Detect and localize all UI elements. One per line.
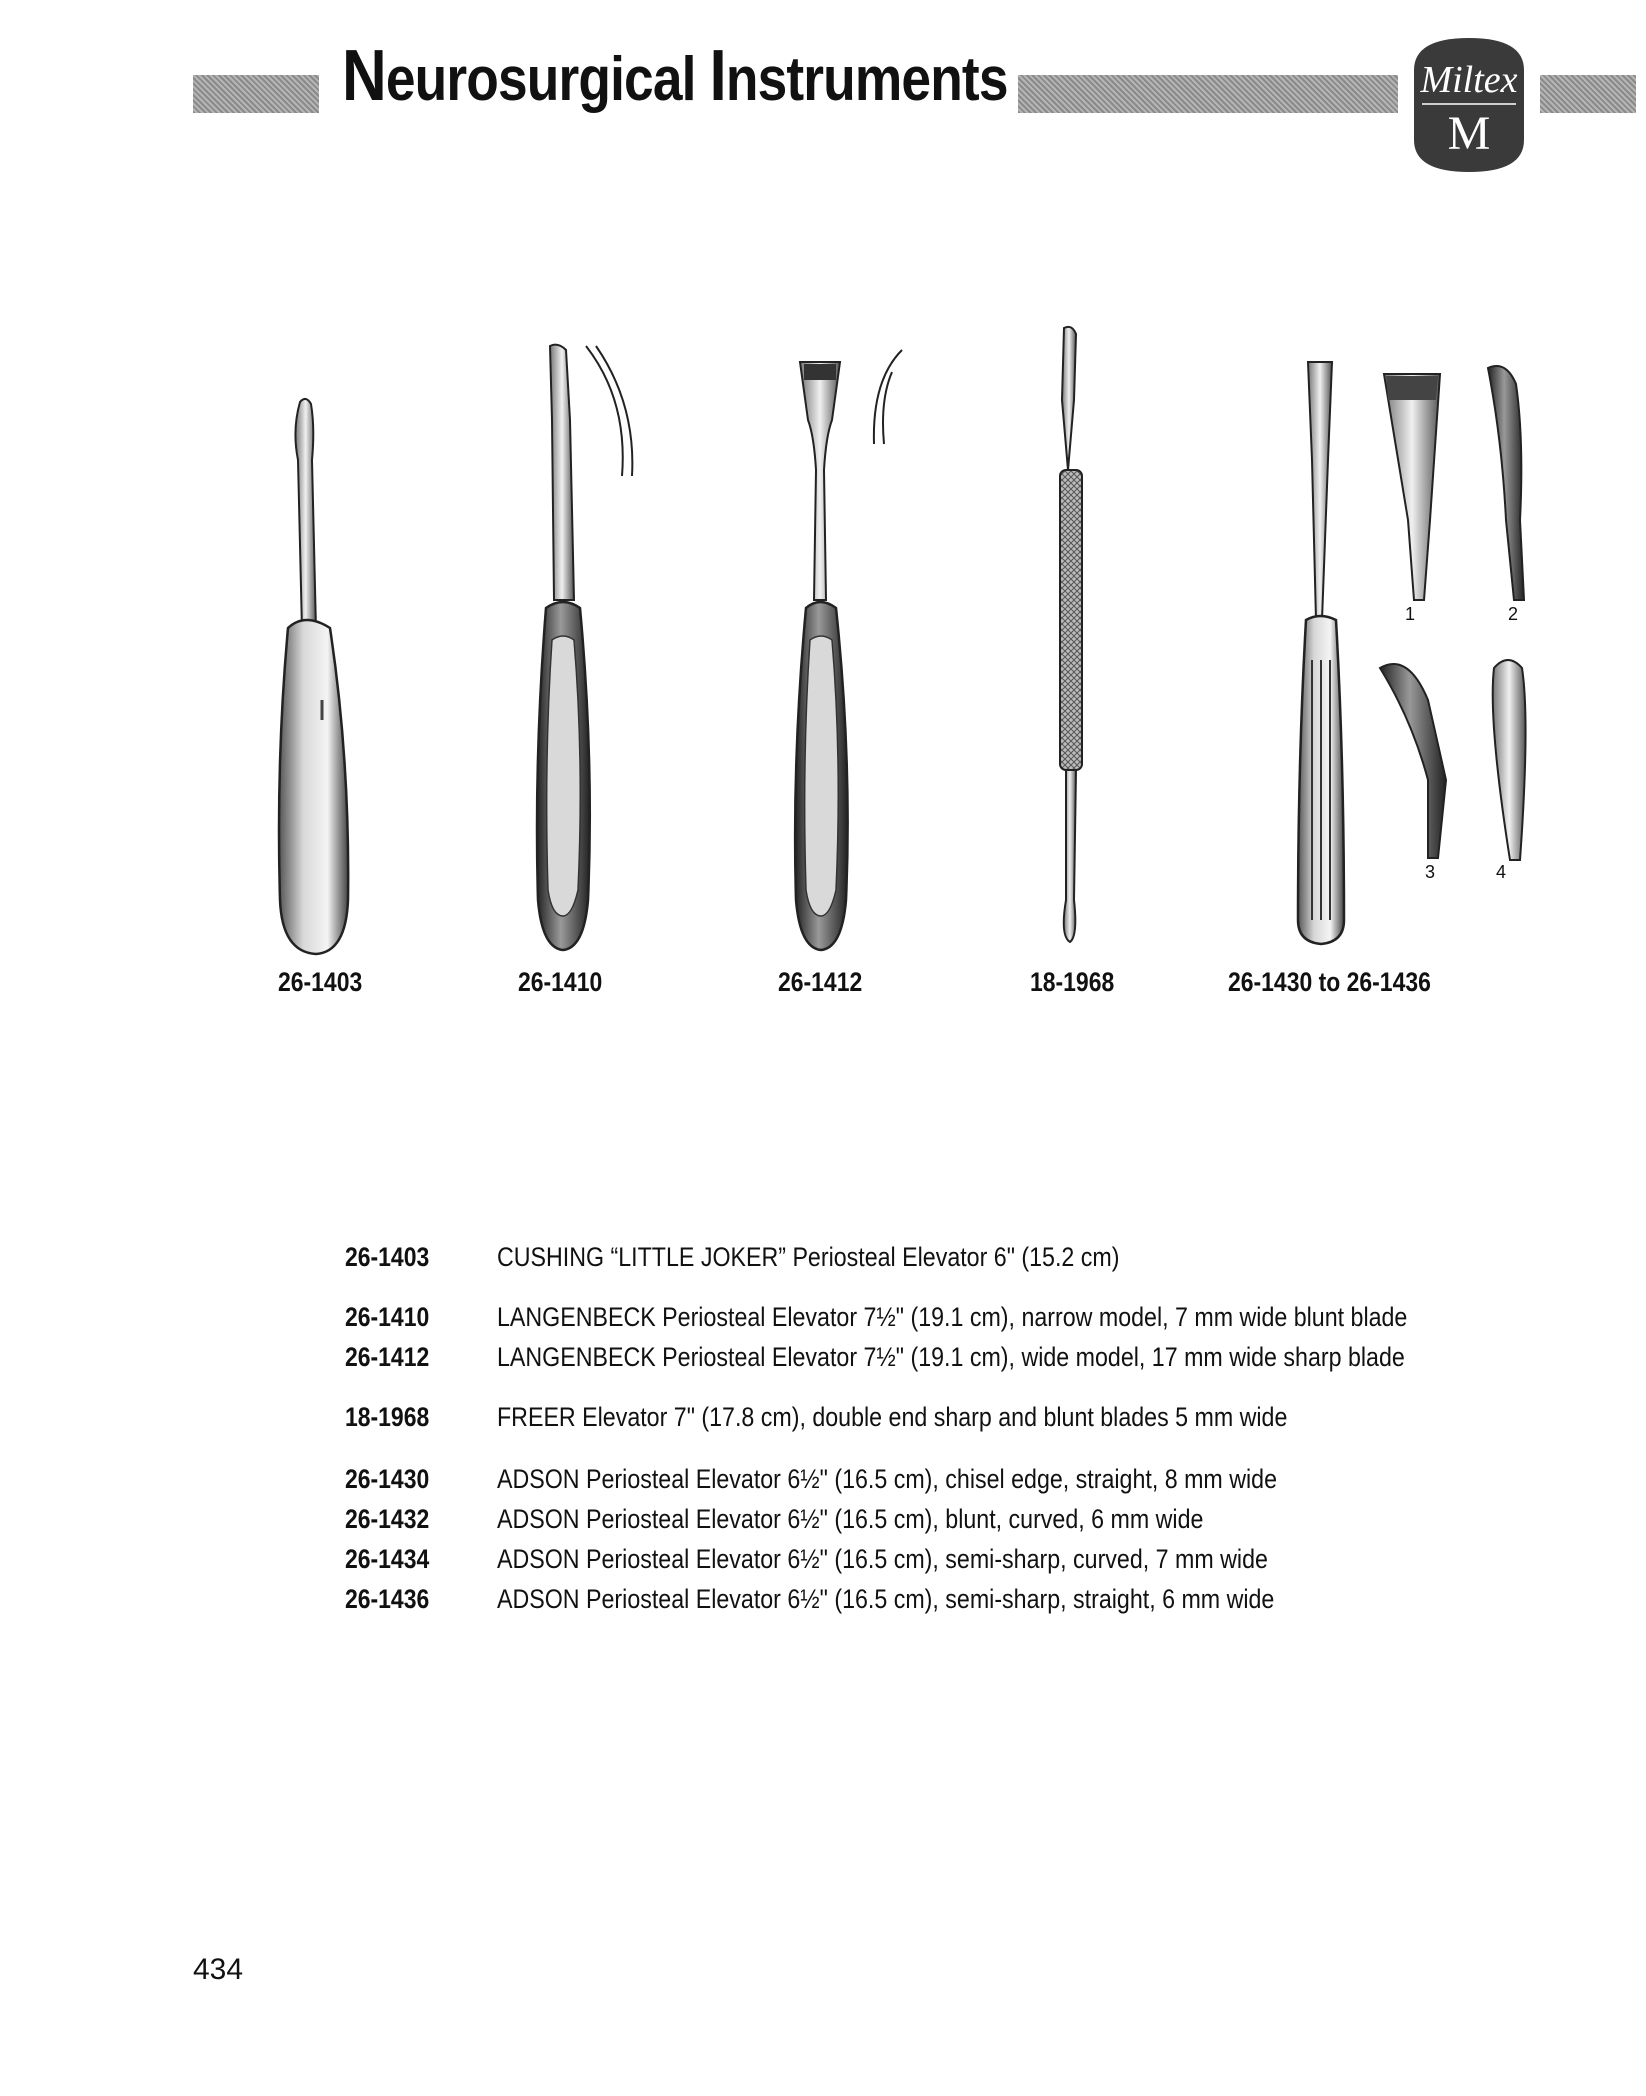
figure-label-26-1403: 26-1403: [278, 967, 363, 997]
catalog-description: LANGENBECK Periosteal Elevator 7½" (19.1 cm), narrow model, 7 mm wide blunt blade: [497, 1302, 1408, 1332]
catalog-row: [0, 1544, 1646, 1578]
catalog-description: CUSHING “LITTLE JOKER” Periosteal Elevator 6" (15.2 cm): [497, 1242, 1120, 1272]
catalog-code: 26-1412: [345, 1342, 430, 1372]
detail-number-2: 2: [1508, 604, 1519, 624]
catalog-row: [0, 1584, 1646, 1618]
catalog-row: [0, 1402, 1646, 1436]
instrument-illustrations: [0, 0, 1646, 1000]
catalog-code: 26-1430: [345, 1464, 430, 1494]
detail-number-3: 3: [1425, 862, 1436, 882]
catalog-description: LANGENBECK Periosteal Elevator 7½" (19.1 cm), wide model, 17 mm wide sharp blade: [497, 1342, 1405, 1372]
catalog-description: FREER Elevator 7" (17.8 cm), double end sharp and blunt blades 5 mm wide: [497, 1402, 1288, 1432]
instrument-26-1430-to-26-1436: [1298, 362, 1526, 944]
instrument-26-1412: [795, 350, 902, 950]
title-initial-n: N: [342, 36, 386, 116]
instrument-26-1410: [537, 345, 632, 950]
figure-label-26-1412: 26-1412: [778, 967, 863, 997]
catalog-code: 26-1434: [345, 1544, 430, 1574]
catalog-description: ADSON Periosteal Elevator 6½" (16.5 cm), semi-sharp, straight, 6 mm wide: [497, 1584, 1275, 1614]
figure-label-26-1430-to-26-1436: 26-1430 to 26-1436: [1228, 967, 1431, 997]
catalog-row: [0, 1242, 1646, 1276]
detail-number-4: 4: [1496, 862, 1507, 882]
page-number: 434: [193, 1953, 244, 1986]
title-initial-i: I: [709, 36, 726, 116]
figure-label-26-1410: 26-1410: [518, 967, 603, 997]
catalog-code: 26-1403: [345, 1242, 430, 1272]
catalog-code: 26-1432: [345, 1504, 430, 1534]
title-word-2: nstruments: [725, 45, 1008, 114]
logo-script: Miltex: [1420, 59, 1518, 101]
catalog-code: 26-1410: [345, 1302, 430, 1332]
catalog-description: ADSON Periosteal Elevator 6½" (16.5 cm), chisel edge, straight, 8 mm wide: [497, 1464, 1277, 1494]
catalog-row: [0, 1504, 1646, 1538]
catalog-code: 26-1436: [345, 1584, 430, 1614]
instrument-18-1968: [1060, 327, 1082, 942]
catalog-description: ADSON Periosteal Elevator 6½" (16.5 cm), blunt, curved, 6 mm wide: [497, 1504, 1204, 1534]
logo-initial: M: [1447, 107, 1491, 160]
instrument-26-1403: [279, 399, 348, 954]
catalog-row: [0, 1302, 1646, 1336]
catalog-row: [0, 1464, 1646, 1498]
title-word-1: eurosurgical: [385, 45, 710, 114]
figure-label-18-1968: 18-1968: [1030, 967, 1115, 997]
catalog-code: 18-1968: [345, 1402, 430, 1432]
catalog-row: [0, 1342, 1646, 1376]
detail-number-1: 1: [1405, 604, 1416, 624]
catalog-description: ADSON Periosteal Elevator 6½" (16.5 cm), semi-sharp, curved, 7 mm wide: [497, 1544, 1268, 1574]
